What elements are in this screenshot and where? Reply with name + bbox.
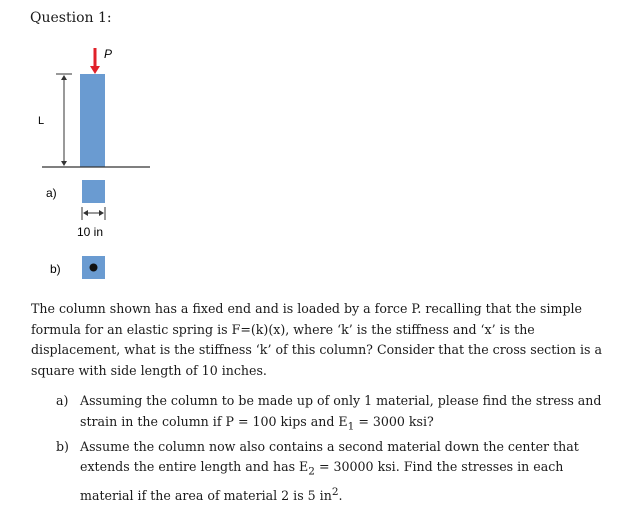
question-title: Question 1: — [30, 10, 112, 26]
part-a-label: a) — [46, 186, 57, 200]
sub-question-b-text: Assume the column now also contains a second material down the center that extends the entire length and has $E_2 = 30000$ ksi. Find the stresses in each material if the area of material 2 is 5 $in^2$. — [80, 438, 579, 504]
cross-section-a — [82, 180, 105, 203]
width-dimension-left-arrow — [83, 210, 88, 216]
length-dimension-top-arrow — [61, 75, 67, 80]
width-dimension-right-arrow — [99, 210, 104, 216]
sub-question-b-letter: b) — [56, 438, 69, 454]
sub-question-a-letter: a) — [56, 393, 69, 408]
length-dimension-bottom-arrow — [61, 161, 67, 166]
problem-statement: The column shown has a fixed end and is loaded by a force P. recalling that the simple formula for an elastic spring is F=(k)(x), where ‘k’ is the stiffness and ‘x’ is the displacement, what is the stiffness ‘k’ of this column? Consider that the cross section is a square with side length of 10 inches. — [31, 301, 603, 378]
sub-questions — [56, 391, 616, 507]
length-label: L — [38, 115, 45, 127]
sub-question-b — [56, 437, 616, 507]
material-2-core — [90, 264, 98, 272]
width-label: 10 in — [77, 225, 104, 239]
load-arrowhead — [90, 66, 100, 74]
part-b-label: b) — [50, 262, 61, 276]
load-label: P — [104, 47, 113, 61]
column — [80, 74, 105, 167]
sub-question-a — [56, 391, 616, 437]
sub-question-a-text: Assuming the column to be made up of only 1 material, please find the stress and strain in the column if P = 100 kips and $E_1 = 3000$ ksi? — [80, 393, 602, 433]
